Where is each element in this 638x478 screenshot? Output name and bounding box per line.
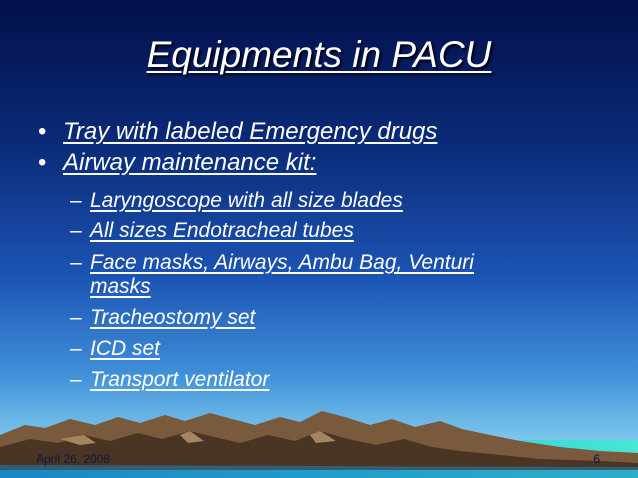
sub-bullet-link-icd-set[interactable]: ICD set bbox=[90, 337, 161, 360]
bullet-link-emergency-drugs[interactable]: Tray with labeled Emergency drugs bbox=[63, 118, 438, 145]
dash-marker: – bbox=[70, 189, 82, 212]
sub-bullet-link-tracheostomy[interactable]: Tracheostomy set bbox=[90, 306, 256, 329]
dash-marker: – bbox=[70, 251, 82, 274]
sub-bullet-link-face-masks[interactable]: Face masks, Airways, Ambu Bag, Venturi bbox=[90, 251, 474, 274]
sub-bullet-link-laryngoscope[interactable]: Laryngoscope with all size blades bbox=[90, 189, 403, 212]
footer-date: April 26, 2008 bbox=[36, 452, 111, 466]
dash-marker: – bbox=[70, 306, 82, 329]
slide-title[interactable]: Equipments in PACU bbox=[146, 34, 492, 75]
bullet-marker: • bbox=[38, 149, 47, 176]
dash-marker: – bbox=[70, 219, 82, 242]
sub-bullet-link-endotracheal-tubes[interactable]: All sizes Endotracheal tubes bbox=[90, 219, 354, 242]
shore-strip bbox=[0, 465, 638, 478]
bullet-marker: • bbox=[38, 118, 47, 145]
sub-bullet-link-face-masks-cont[interactable]: masks bbox=[90, 275, 151, 298]
dash-marker: – bbox=[70, 337, 82, 360]
sub-bullet-link-transport-ventilator[interactable]: Transport ventilator bbox=[90, 368, 270, 391]
bullet-link-airway-kit[interactable]: Airway maintenance kit: bbox=[63, 149, 317, 176]
dash-marker: – bbox=[70, 368, 82, 391]
slide-number: 6 bbox=[593, 452, 600, 466]
